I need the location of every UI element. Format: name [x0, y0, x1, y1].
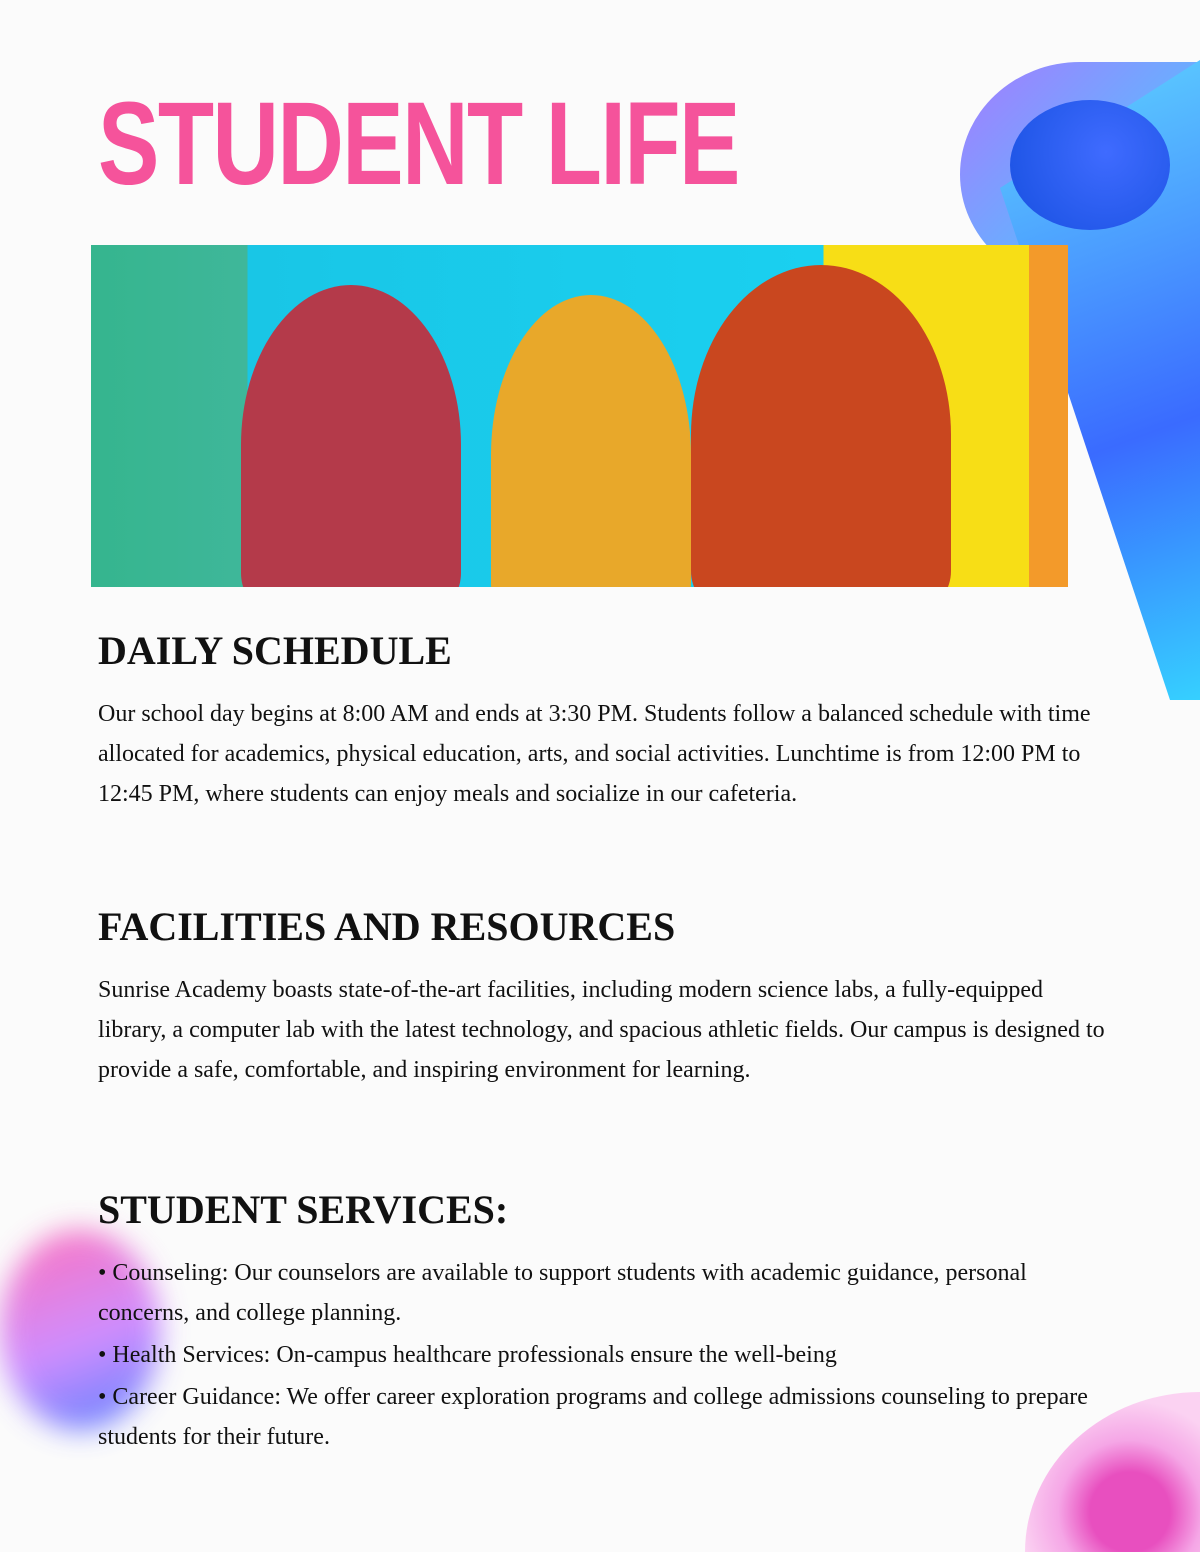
section-body-facilities: Sunrise Academy boasts state-of-the-art facilities, including modern science labs, a fully-equipped library, a computer lab with the latest technology, and spacious athletic fields. Our campus is designed to provide a safe, comfortable, and inspiring environment for learning. [98, 977, 1105, 1083]
section-heading-daily-schedule: DAILY SCHEDULE [98, 628, 452, 673]
student-figure [691, 265, 951, 587]
student-services-list [98, 1253, 1098, 1459]
section-body-daily-schedule: Our school day begins at 8:00 AM and ends at 3:30 PM. Students follow a balanced schedule with time allocated for academics, physical education, arts, and social activities. Lunchtime is from 12:00 PM to 12:45 PM, where students can enjoy meals and socialize in our cafeteria. [98, 701, 1091, 807]
students-photo [91, 245, 1068, 587]
student-figure [241, 285, 461, 587]
student-figure [491, 295, 691, 587]
section-heading-facilities: FACILITIES AND RESOURCES [98, 904, 676, 949]
page-title: STUDENT LIFE [98, 78, 739, 210]
list-item: • Counseling: Our counselors are available to support students with academic guidance, personal concerns, and college planning. [98, 1253, 1098, 1333]
list-item: • Career Guidance: We offer career exploration programs and college admissions counseling to prepare students for their future. [98, 1377, 1098, 1457]
section-heading-student-services: STUDENT SERVICES: [98, 1187, 509, 1232]
decorative-tube-opening [1010, 100, 1170, 230]
list-item: • Health Services: On-campus healthcare professionals ensure the well-being [98, 1335, 1098, 1375]
